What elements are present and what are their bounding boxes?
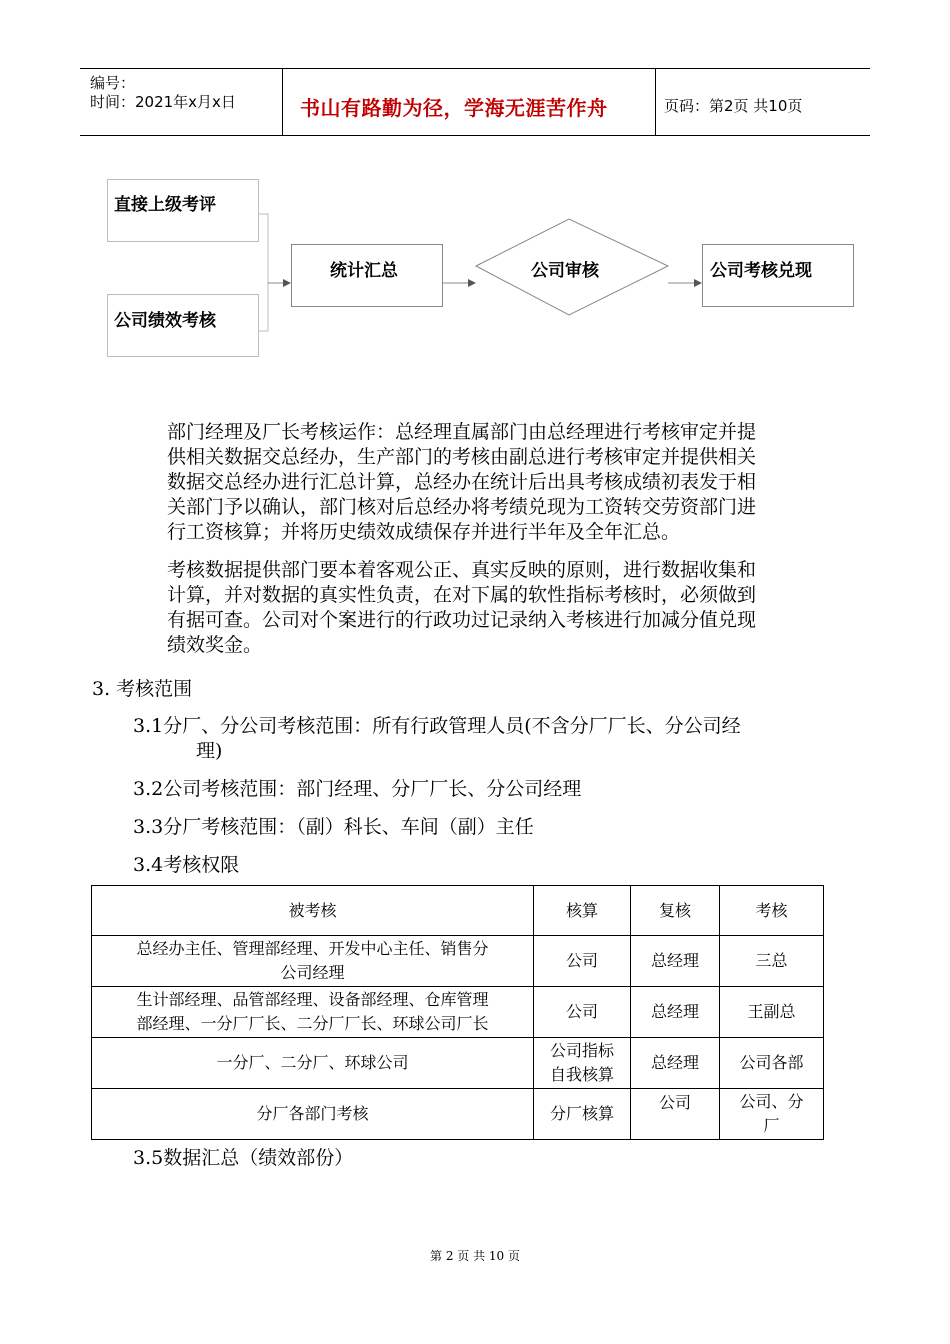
cell-line: 一分厂、二分厂、环球公司 bbox=[216, 1053, 409, 1072]
th-assessment: 考核 bbox=[720, 886, 824, 936]
paragraph-line: 行工资核算；并将历史绩效成绩保存并进行半年及全年汇总。 bbox=[167, 521, 681, 543]
paragraph-line: 绩效奖金。 bbox=[167, 634, 263, 656]
table-row bbox=[92, 936, 824, 987]
flow-label-company-review: 公司审核 bbox=[531, 261, 599, 281]
paragraph-data-provision bbox=[167, 558, 867, 658]
paragraph-manager-assessment bbox=[167, 420, 867, 545]
table-row bbox=[92, 987, 824, 1038]
table-header-row bbox=[92, 886, 824, 936]
cell-line: 分厂各部门考核 bbox=[256, 1104, 369, 1123]
cell-line: 生计部经理、品管部经理、设备部经理、仓库管理 bbox=[136, 990, 489, 1009]
table-cell: 公司 bbox=[631, 1089, 720, 1140]
page-footer: 第 2 页 共 10 页 bbox=[430, 1249, 520, 1263]
section-3-4: 3.4考核权限 bbox=[133, 854, 240, 876]
cell-line: 部经理、一分厂厂长、二分厂厂长、环球公司厂长 bbox=[136, 1014, 489, 1033]
cell-line: 公司指标 bbox=[549, 1041, 614, 1060]
paragraph-line: 供相关数据交总经办，生产部门的考核由副总进行考核审定并提供相关 bbox=[167, 446, 757, 468]
table-cell: 总经理 bbox=[631, 936, 720, 987]
table-cell bbox=[92, 1038, 534, 1089]
cell-line: 总经办主任、管理部经理、开发中心主任、销售分 bbox=[136, 939, 489, 958]
table-cell bbox=[720, 987, 824, 1038]
flow-arrowhead-1 bbox=[283, 279, 291, 287]
assessment-authority-table bbox=[91, 885, 824, 1140]
flow-arrowhead-2 bbox=[468, 279, 476, 287]
flow-arrowhead-3 bbox=[694, 279, 702, 287]
cell-line: 自我核算 bbox=[549, 1065, 614, 1084]
table-cell bbox=[534, 1089, 631, 1140]
page-indicator: 页码：第2页 共10页 bbox=[664, 97, 803, 115]
flow-label-company-performance: 公司绩效考核 bbox=[114, 311, 216, 331]
cell-line: 厂 bbox=[763, 1116, 780, 1135]
cell-line: 公司 bbox=[565, 951, 598, 970]
cell-line: 公司各部 bbox=[739, 1053, 804, 1072]
table-cell bbox=[534, 936, 631, 987]
table-cell bbox=[720, 936, 824, 987]
flow-label-direct-supervisor: 直接上级考评 bbox=[114, 195, 216, 215]
table-cell bbox=[92, 987, 534, 1038]
th-calculation: 核算 bbox=[534, 886, 631, 936]
paragraph-line: 有据可查。公司对个案进行的行政功过记录纳入考核进行加减分值兑现 bbox=[167, 609, 757, 631]
table-row bbox=[92, 1089, 824, 1140]
cell-line: 公司、分 bbox=[739, 1092, 804, 1111]
table-cell bbox=[534, 1038, 631, 1089]
cell-line: 公司 bbox=[565, 1002, 598, 1021]
cell-line: 王副总 bbox=[747, 1002, 796, 1021]
table-row bbox=[92, 1038, 824, 1089]
paragraph-line: 计算，并对数据的真实性负责，在对下属的软性指标考核时，必须做到 bbox=[167, 584, 757, 606]
paragraph-line: 关部门予以确认，部门核对后总经办将考绩兑现为工资转交劳资部门进 bbox=[167, 496, 757, 518]
th-assessed: 被考核 bbox=[92, 886, 534, 936]
section-3-5: 3.5数据汇总（绩效部份） bbox=[133, 1147, 354, 1169]
cell-line: 三总 bbox=[755, 951, 788, 970]
section-3-3: 3.3分厂考核范围：（副）科长、车间（副）主任 bbox=[133, 816, 534, 838]
section-3-1-line2: 理) bbox=[196, 740, 223, 762]
table-cell bbox=[534, 987, 631, 1038]
cell-line: 公司经理 bbox=[280, 963, 345, 982]
doc-time-label: 时间：2021年x月x日 bbox=[90, 93, 236, 111]
doc-number-label: 编号： bbox=[90, 74, 136, 92]
paragraph-line: 部门经理及厂长考核运作：总经理直属部门由总经理进行考核审定并提 bbox=[167, 421, 757, 443]
flow-merge-line bbox=[259, 214, 268, 331]
table-cell bbox=[720, 1038, 824, 1089]
paragraph-line: 数据交总经办进行汇总计算，总经办在统计后出具考核成绩初表发于相 bbox=[167, 471, 757, 493]
table-cell: 总经理 bbox=[631, 987, 720, 1038]
table-cell bbox=[92, 936, 534, 987]
paragraph-line: 考核数据提供部门要本着客观公正、真实反映的原则，进行数据收集和 bbox=[167, 559, 757, 581]
section-3-2: 3.2公司考核范围：部门经理、分厂厂长、分公司经理 bbox=[133, 778, 582, 800]
table-cell: 总经理 bbox=[631, 1038, 720, 1089]
section-3-heading: 3. 考核范围 bbox=[92, 678, 193, 700]
table-cell bbox=[720, 1089, 824, 1140]
flow-connectors bbox=[0, 0, 950, 400]
cell-line: 分厂核算 bbox=[549, 1104, 614, 1123]
flow-label-statistics: 统计汇总 bbox=[330, 261, 398, 281]
section-3-1-line1: 3.1分厂、分公司考核范围：所有行政管理人员(不含分厂厂长、分公司经 bbox=[133, 715, 741, 737]
table-cell bbox=[92, 1089, 534, 1140]
th-review: 复核 bbox=[631, 886, 720, 936]
flow-label-company-payout: 公司考核兑现 bbox=[710, 261, 812, 281]
header-motto: 书山有路勤为径，学海无涯苦作舟 bbox=[300, 96, 608, 120]
